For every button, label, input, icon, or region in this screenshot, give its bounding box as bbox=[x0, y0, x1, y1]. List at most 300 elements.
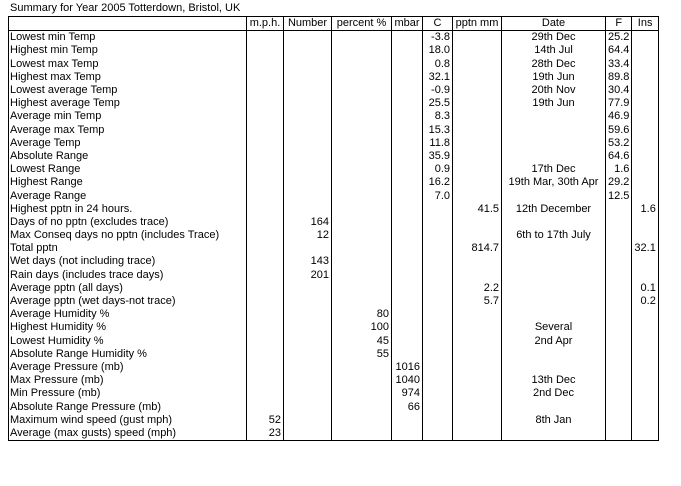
table-cell: 12th December bbox=[502, 203, 606, 216]
table-cell bbox=[453, 321, 502, 334]
table-cell bbox=[247, 335, 284, 348]
table-cell: 25.2 bbox=[606, 31, 632, 45]
table-cell bbox=[247, 31, 284, 45]
row-label: Rain days (includes trace days) bbox=[9, 269, 247, 282]
row-label: Wet days (not including trace) bbox=[9, 255, 247, 268]
table-cell bbox=[332, 387, 392, 400]
table-cell bbox=[632, 84, 658, 97]
table-cell: 89.8 bbox=[606, 71, 632, 84]
table-cell bbox=[502, 295, 606, 308]
table-cell bbox=[247, 58, 284, 71]
table-row bbox=[9, 400, 659, 413]
table-cell bbox=[284, 400, 332, 413]
table-cell bbox=[453, 176, 502, 189]
table-cell bbox=[247, 295, 284, 308]
table-cell bbox=[453, 97, 502, 110]
table-cell bbox=[632, 269, 658, 282]
table-cell bbox=[606, 400, 632, 413]
table-cell: 32.1 bbox=[423, 71, 453, 84]
table-cell bbox=[606, 255, 632, 268]
table-cell bbox=[502, 189, 606, 202]
row-label: Min Pressure (mb) bbox=[9, 387, 247, 400]
table-row bbox=[9, 414, 659, 427]
table-cell bbox=[606, 308, 632, 321]
table-cell bbox=[392, 427, 423, 441]
table-cell: 20th Nov bbox=[502, 84, 606, 97]
table-cell bbox=[392, 321, 423, 334]
table-cell bbox=[606, 414, 632, 427]
table-cell bbox=[392, 163, 423, 176]
table-cell bbox=[332, 84, 392, 97]
table-cell bbox=[284, 282, 332, 295]
column-header: Ins bbox=[632, 17, 658, 31]
table-cell bbox=[392, 229, 423, 242]
table-cell bbox=[423, 321, 453, 334]
table-cell bbox=[423, 308, 453, 321]
table-cell: 1.6 bbox=[632, 203, 658, 216]
table-cell bbox=[453, 387, 502, 400]
table-cell: 52 bbox=[247, 414, 284, 427]
table-cell bbox=[284, 308, 332, 321]
table-row bbox=[9, 269, 659, 282]
table-row bbox=[9, 321, 659, 334]
table-cell bbox=[392, 348, 423, 361]
table-cell bbox=[453, 110, 502, 123]
row-label: Average Humidity % bbox=[9, 308, 247, 321]
row-label: Absolute Range Humidity % bbox=[9, 348, 247, 361]
table-cell bbox=[632, 71, 658, 84]
table-cell bbox=[423, 269, 453, 282]
table-cell bbox=[332, 282, 392, 295]
table-cell: 41.5 bbox=[453, 203, 502, 216]
table-cell: 66 bbox=[392, 400, 423, 413]
table-cell: 45 bbox=[332, 335, 392, 348]
table-cell bbox=[606, 242, 632, 255]
table-cell bbox=[247, 110, 284, 123]
table-cell bbox=[332, 150, 392, 163]
table-cell bbox=[453, 58, 502, 71]
column-header: m.p.h. bbox=[247, 17, 284, 31]
table-cell bbox=[632, 255, 658, 268]
table-cell bbox=[453, 374, 502, 387]
table-cell bbox=[502, 427, 606, 441]
table-cell: 25.5 bbox=[423, 97, 453, 110]
table-cell bbox=[284, 31, 332, 45]
table-cell bbox=[284, 124, 332, 137]
table-row bbox=[9, 335, 659, 348]
row-label: Max Pressure (mb) bbox=[9, 374, 247, 387]
table-cell bbox=[392, 124, 423, 137]
table-cell bbox=[502, 269, 606, 282]
row-label: Absolute Range Pressure (mb) bbox=[9, 400, 247, 413]
table-cell bbox=[332, 255, 392, 268]
table-cell bbox=[247, 124, 284, 137]
table-cell bbox=[247, 255, 284, 268]
table-cell bbox=[332, 71, 392, 84]
table-cell: 0.2 bbox=[632, 295, 658, 308]
table-cell bbox=[606, 387, 632, 400]
table-cell bbox=[606, 348, 632, 361]
row-label: Average Temp bbox=[9, 137, 247, 150]
table-cell: 64.4 bbox=[606, 44, 632, 57]
table-row bbox=[9, 255, 659, 268]
table-cell bbox=[392, 189, 423, 202]
table-cell bbox=[453, 414, 502, 427]
table-cell: 28th Dec bbox=[502, 58, 606, 71]
table-cell bbox=[247, 321, 284, 334]
row-label: Average pptn (wet days-not trace) bbox=[9, 295, 247, 308]
page-title: Summary for Year 2005 Totterdown, Bristol, UK bbox=[10, 2, 241, 14]
table-cell bbox=[332, 163, 392, 176]
table-cell bbox=[606, 216, 632, 229]
table-cell bbox=[392, 295, 423, 308]
table-cell: 100 bbox=[332, 321, 392, 334]
table-cell bbox=[423, 255, 453, 268]
table-row bbox=[9, 308, 659, 321]
table-cell bbox=[502, 124, 606, 137]
table-cell: 1040 bbox=[392, 374, 423, 387]
table-cell bbox=[632, 348, 658, 361]
table-cell bbox=[453, 163, 502, 176]
table-cell bbox=[392, 71, 423, 84]
row-label: Lowest min Temp bbox=[9, 31, 247, 45]
table-cell bbox=[632, 58, 658, 71]
table-cell bbox=[284, 361, 332, 374]
table-cell bbox=[632, 361, 658, 374]
table-header-row bbox=[9, 17, 659, 31]
table-cell bbox=[332, 269, 392, 282]
table-cell: 0.8 bbox=[423, 58, 453, 71]
table-cell: -0.9 bbox=[423, 84, 453, 97]
table-cell: 15.3 bbox=[423, 124, 453, 137]
table-cell bbox=[453, 335, 502, 348]
table-row bbox=[9, 137, 659, 150]
table-cell bbox=[392, 282, 423, 295]
table-row bbox=[9, 189, 659, 202]
row-label: Maximum wind speed (gust mph) bbox=[9, 414, 247, 427]
table-cell: 14th Jul bbox=[502, 44, 606, 57]
table-row bbox=[9, 124, 659, 137]
table-cell: 7.0 bbox=[423, 189, 453, 202]
table-cell bbox=[392, 110, 423, 123]
row-label: Highest Humidity % bbox=[9, 321, 247, 334]
row-label: Total pptn bbox=[9, 242, 247, 255]
table-row bbox=[9, 242, 659, 255]
row-label: Max Conseq days no pptn (includes Trace) bbox=[9, 229, 247, 242]
table-cell bbox=[502, 361, 606, 374]
row-label: Days of no pptn (excludes trace) bbox=[9, 216, 247, 229]
table-cell bbox=[332, 97, 392, 110]
table-row bbox=[9, 110, 659, 123]
table-cell bbox=[284, 348, 332, 361]
table-cell bbox=[453, 400, 502, 413]
table-cell bbox=[453, 84, 502, 97]
table-cell bbox=[606, 269, 632, 282]
table-cell bbox=[423, 387, 453, 400]
table-cell: 19th Jun bbox=[502, 97, 606, 110]
table-cell bbox=[332, 427, 392, 441]
table-cell bbox=[423, 203, 453, 216]
table-cell: 53.2 bbox=[606, 137, 632, 150]
table-cell bbox=[332, 44, 392, 57]
table-cell bbox=[284, 110, 332, 123]
table-cell: 29.2 bbox=[606, 176, 632, 189]
table-cell bbox=[392, 58, 423, 71]
table-cell bbox=[284, 58, 332, 71]
table-cell bbox=[423, 374, 453, 387]
table-cell bbox=[247, 44, 284, 57]
table-cell bbox=[632, 321, 658, 334]
table-cell: 59.6 bbox=[606, 124, 632, 137]
table-cell: 64.6 bbox=[606, 150, 632, 163]
table-cell: 35.9 bbox=[423, 150, 453, 163]
table-cell bbox=[392, 97, 423, 110]
table-cell bbox=[284, 295, 332, 308]
table-cell bbox=[284, 71, 332, 84]
table-cell bbox=[632, 229, 658, 242]
table-cell bbox=[332, 400, 392, 413]
table-cell bbox=[247, 387, 284, 400]
table-cell bbox=[247, 203, 284, 216]
table-cell bbox=[632, 374, 658, 387]
table-cell: 33.4 bbox=[606, 58, 632, 71]
table-cell bbox=[332, 58, 392, 71]
table-cell: 18.0 bbox=[423, 44, 453, 57]
table-cell bbox=[632, 124, 658, 137]
table-cell bbox=[632, 137, 658, 150]
table-cell: 11.8 bbox=[423, 137, 453, 150]
table-cell bbox=[392, 176, 423, 189]
table-cell: Several bbox=[502, 321, 606, 334]
table-cell bbox=[392, 308, 423, 321]
column-header: Number bbox=[284, 17, 332, 31]
row-label: Average Range bbox=[9, 189, 247, 202]
table-cell bbox=[332, 137, 392, 150]
table-row bbox=[9, 203, 659, 216]
table-cell bbox=[502, 255, 606, 268]
table-cell bbox=[332, 374, 392, 387]
table-cell bbox=[392, 269, 423, 282]
table-row bbox=[9, 427, 659, 441]
table-cell bbox=[606, 229, 632, 242]
table-cell bbox=[502, 400, 606, 413]
table-cell bbox=[284, 44, 332, 57]
table-row bbox=[9, 150, 659, 163]
table-cell bbox=[247, 150, 284, 163]
table-cell bbox=[453, 189, 502, 202]
table-cell bbox=[453, 348, 502, 361]
table-cell bbox=[392, 84, 423, 97]
table-cell: 46.9 bbox=[606, 110, 632, 123]
table-cell bbox=[502, 242, 606, 255]
table-cell bbox=[453, 308, 502, 321]
table-cell bbox=[332, 203, 392, 216]
table-cell bbox=[332, 242, 392, 255]
table-cell bbox=[632, 176, 658, 189]
row-label: Highest Range bbox=[9, 176, 247, 189]
table-cell bbox=[632, 308, 658, 321]
table-cell bbox=[423, 242, 453, 255]
table-cell bbox=[423, 414, 453, 427]
table-row bbox=[9, 229, 659, 242]
table-cell: 0.9 bbox=[423, 163, 453, 176]
table-cell bbox=[247, 374, 284, 387]
table-row bbox=[9, 348, 659, 361]
table-row bbox=[9, 97, 659, 110]
row-label: Highest average Temp bbox=[9, 97, 247, 110]
table-row bbox=[9, 361, 659, 374]
table-cell bbox=[606, 361, 632, 374]
table-cell: 55 bbox=[332, 348, 392, 361]
table-cell bbox=[392, 44, 423, 57]
table-cell bbox=[632, 414, 658, 427]
table-cell bbox=[606, 321, 632, 334]
table-cell bbox=[247, 84, 284, 97]
table-cell bbox=[423, 229, 453, 242]
table-cell bbox=[284, 84, 332, 97]
table-row bbox=[9, 282, 659, 295]
column-header: percent % bbox=[332, 17, 392, 31]
table-cell bbox=[392, 255, 423, 268]
row-label: Highest pptn in 24 hours. bbox=[9, 203, 247, 216]
table-cell bbox=[247, 361, 284, 374]
table-cell bbox=[284, 163, 332, 176]
table-cell bbox=[606, 282, 632, 295]
table-cell bbox=[423, 361, 453, 374]
table-cell bbox=[392, 242, 423, 255]
table-cell bbox=[247, 97, 284, 110]
row-label: Absolute Range bbox=[9, 150, 247, 163]
table-cell: 17th Dec bbox=[502, 163, 606, 176]
table-cell bbox=[453, 269, 502, 282]
table-cell bbox=[332, 229, 392, 242]
table-row bbox=[9, 374, 659, 387]
table-cell bbox=[423, 348, 453, 361]
table-cell: 2nd Dec bbox=[502, 387, 606, 400]
table-cell bbox=[632, 387, 658, 400]
table-cell: 5.7 bbox=[453, 295, 502, 308]
table-cell: 8th Jan bbox=[502, 414, 606, 427]
table-cell bbox=[453, 361, 502, 374]
table-cell: 814.7 bbox=[453, 242, 502, 255]
table-cell bbox=[332, 31, 392, 45]
table-cell bbox=[247, 189, 284, 202]
table-cell bbox=[284, 242, 332, 255]
table-cell bbox=[453, 31, 502, 45]
table-cell: 77.9 bbox=[606, 97, 632, 110]
column-header: pptn mm bbox=[453, 17, 502, 31]
table-cell bbox=[284, 374, 332, 387]
table-cell: 12 bbox=[284, 229, 332, 242]
table-cell bbox=[502, 150, 606, 163]
table-cell: 19th Mar, 30th Apr bbox=[502, 176, 606, 189]
table-cell bbox=[453, 427, 502, 441]
row-label: Lowest Humidity % bbox=[9, 335, 247, 348]
table-cell bbox=[632, 31, 658, 45]
table-row bbox=[9, 71, 659, 84]
table-cell bbox=[423, 216, 453, 229]
table-cell: 32.1 bbox=[632, 242, 658, 255]
row-label: Average min Temp bbox=[9, 110, 247, 123]
table-cell bbox=[247, 308, 284, 321]
table-cell bbox=[632, 97, 658, 110]
row-label: Highest min Temp bbox=[9, 44, 247, 57]
table-cell bbox=[247, 229, 284, 242]
table-cell bbox=[453, 124, 502, 137]
table-cell bbox=[453, 150, 502, 163]
column-header bbox=[9, 17, 247, 31]
table-cell bbox=[247, 282, 284, 295]
table-cell: 16.2 bbox=[423, 176, 453, 189]
table-cell bbox=[392, 414, 423, 427]
table-cell bbox=[453, 229, 502, 242]
table-cell bbox=[332, 216, 392, 229]
table-cell bbox=[632, 150, 658, 163]
table-cell: 2nd Apr bbox=[502, 335, 606, 348]
table-cell: 30.4 bbox=[606, 84, 632, 97]
table-cell: 6th to 17th July bbox=[502, 229, 606, 242]
row-label: Average Pressure (mb) bbox=[9, 361, 247, 374]
table-cell bbox=[606, 374, 632, 387]
table-cell bbox=[284, 427, 332, 441]
table-cell: 19th Jun bbox=[502, 71, 606, 84]
table-cell bbox=[502, 110, 606, 123]
table-cell bbox=[392, 335, 423, 348]
table-cell: 143 bbox=[284, 255, 332, 268]
table-cell bbox=[606, 203, 632, 216]
table-cell bbox=[392, 137, 423, 150]
table-row bbox=[9, 163, 659, 176]
table-cell bbox=[284, 150, 332, 163]
table-cell bbox=[453, 44, 502, 57]
table-cell: 201 bbox=[284, 269, 332, 282]
table-cell bbox=[392, 31, 423, 45]
table-cell bbox=[284, 176, 332, 189]
table-cell bbox=[332, 361, 392, 374]
table-cell bbox=[632, 110, 658, 123]
table-cell: 0.1 bbox=[632, 282, 658, 295]
table-cell bbox=[606, 427, 632, 441]
table-cell bbox=[632, 163, 658, 176]
row-label: Lowest Range bbox=[9, 163, 247, 176]
table-cell bbox=[332, 295, 392, 308]
table-cell bbox=[332, 414, 392, 427]
table-cell bbox=[332, 189, 392, 202]
table-cell bbox=[392, 216, 423, 229]
table-cell bbox=[247, 400, 284, 413]
table-cell bbox=[632, 216, 658, 229]
table-cell bbox=[632, 189, 658, 202]
table-cell: 12.5 bbox=[606, 189, 632, 202]
table-cell bbox=[502, 282, 606, 295]
table-cell bbox=[423, 295, 453, 308]
table-cell bbox=[284, 387, 332, 400]
table-cell bbox=[284, 321, 332, 334]
column-header: C bbox=[423, 17, 453, 31]
table-cell bbox=[632, 335, 658, 348]
table-cell bbox=[284, 189, 332, 202]
table-cell: 164 bbox=[284, 216, 332, 229]
row-label: Average pptn (all days) bbox=[9, 282, 247, 295]
table-cell bbox=[392, 150, 423, 163]
table-cell bbox=[332, 110, 392, 123]
table-cell bbox=[632, 44, 658, 57]
table-row bbox=[9, 295, 659, 308]
table-cell bbox=[502, 216, 606, 229]
row-label: Lowest max Temp bbox=[9, 58, 247, 71]
column-header: mbar bbox=[392, 17, 423, 31]
table-cell bbox=[423, 335, 453, 348]
